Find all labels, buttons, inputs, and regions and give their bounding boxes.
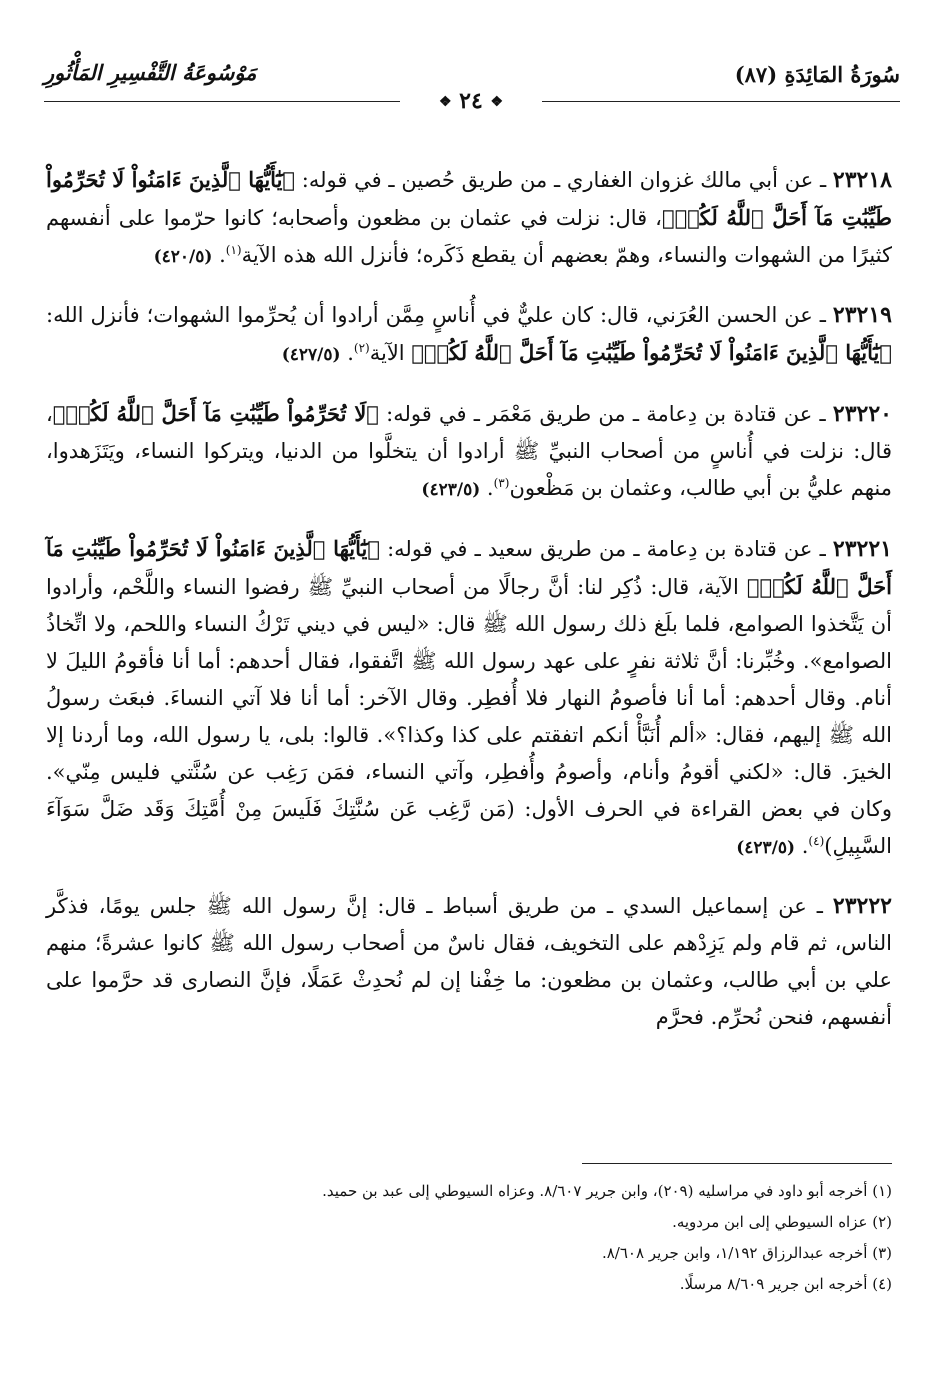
quran-verse: ﴿يَٰٓأَيُّهَا ٱلَّذِينَ ءَامَنُواْ لَا تُحَرِّمُواْ طَيِّبَٰتِ مَآ أَحَلَّ ٱللَّهُ لَكُمۡ﴾ bbox=[46, 536, 892, 599]
ornament-icon: ❖ bbox=[490, 94, 504, 110]
entry-text: ـ عن إسماعيل السدي ـ من طريق أسباط ـ قال: إنَّ رسول الله ﷺ جلس يومًا، فذكَّر الناس، ثم قام ولم يَزِدْهم على التخويف، فقال ناسٌ من أصحاب رسول الله ﷺ كانوا عشرةً؛ منهم علي بن أبي طالب، وعثمان بن مظعون: ما خِفْنا إن لم نُحدِثْ عَمَلًا، فإنَّ النصارى قد حرَّموا على أنفسهم، فنحن نُحرِّم. فحرَّم bbox=[46, 894, 892, 1029]
main-text bbox=[46, 140, 892, 1044]
page-number-box bbox=[400, 88, 542, 114]
entry-text: ـ عن الحسن العُرَني، قال: كان عليٌّ في أُناسٍ مِمَّن أرادوا أن يُحرِّموا الشهوات؛ فأنزل الله: bbox=[46, 303, 833, 327]
volume-reference: (٤٢٠/٥) bbox=[153, 247, 213, 267]
ornament-icon: ❖ bbox=[438, 94, 452, 110]
footnote-marker[interactable]: (٢) bbox=[353, 341, 370, 355]
entry-text-cont: الآية bbox=[369, 341, 412, 365]
entry-text: ـ عن قتادة بن دِعامة ـ من طريق مَعْمَر ـ في قوله: bbox=[378, 402, 833, 426]
volume-reference: (٤٢٧/٥) bbox=[281, 345, 341, 365]
book-title-header: مَوْسُوعَةُ التَّفْسِيرِ المَأْثُورِ bbox=[44, 60, 257, 85]
volume-reference: (٤٢٣/٥) bbox=[736, 838, 796, 858]
entry-text: ـ عن قتادة بن دِعامة ـ من طريق سعيد ـ في قوله: bbox=[379, 537, 833, 561]
entry-text: ـ عن أبي مالك غزوان الغفاري ـ من طريق حُصين ـ في قوله: bbox=[295, 168, 833, 192]
entry-23221: ٢٣٢٢١ ـ عن قتادة بن دِعامة ـ من طريق سعيد ـ في قوله: ﴿يَٰٓأَيُّهَا ٱلَّذِينَ ءَامَنُواْ لَا تُحَرِّمُواْ طَيِّبَٰتِ مَآ أَحَلَّ ٱللَّهُ لَكُمۡ﴾ الآية، قال: ذُكِر لنا: أنَّ رجالًا من أصحاب النبيِّ ﷺ رفضوا النساء واللَّحْم، وأرادوا أن يَتَّخذوا الصوامع، فلما بلَغ ذلك رسول الله ﷺ قال: «ليس في ديني تَرْكُ النساء واللحم، ولا اتِّخاذُ الصوامع». وخُبِّرنا: أنَّ ثلاثة نفرٍ على عهد رسول الله ﷺ اتَّفقوا، فقال أحدهم: أما أنا فأقومُ الليلَ لا أنام. وقال أحدهم: أما أنا فأصومُ النهار فلا أُفطِر. وقال الآخر: أما أنا فلا آتي النساءَ. فبعَث رسولُ الله ﷺ إليهم، فقال: «ألم أُنَبَّأْ أنكم اتفقتم على كذا وكذا؟». قالوا: بلى، يا رسول الله، وما أردنا إلا الخيرَ. قال: «لكني أقومُ وأنام، وأصومُ وأُفطِر، وآتي النساء، فمَن رَغِب عن سُنَّتي فليس مِنّي». وكان في بعض القراءة في الحرف الأول: (مَن رَّغِب عَن سُنَّتِكَ فَلَيسَ مِنْ أُمَّتِكَ وَقَد ضَلَّ سَوَآءَ السَّبِيلِ)$^{(٤)}$. (٤٢٣/٥) bbox=[46, 536, 892, 858]
entry-text-cont: الآية، قال: ذُكِر لنا: أنَّ رجالًا من أصحاب النبيِّ ﷺ رفضوا النساء واللَّحْم، وأرادوا أن يَتَّخذوا الصوامع، فلما بلَغ ذلك رسول الله ﷺ قال: «ليس في ديني تَرْكُ النساء واللحم، ولا اتِّخاذُ الصوامع». وخُبِّرنا: أنَّ ثلاثة نفرٍ على عهد رسول الله ﷺ اتَّفقوا، فقال أحدهم: أما أنا فأقومُ الليلَ لا أنام. وقال أحدهم: أما أنا فأصومُ النهار فلا أُفطِر. وقال الآخر: أما أنا فلا آتي النساءَ. فبعَث رسولُ الله ﷺ إليهم، فقال: «ألم أُنَبَّأْ أنكم اتفقتم على كذا وكذا؟». قالوا: بلى، يا رسول الله، وما أردنا إلا الخيرَ. قال: «لكني أقومُ وأنام، وأصومُ وأُفطِر، وآتي النساء، فمَن رَغِب عن سُنَّتي فليس مِنّي». وكان في بعض القراءة في الحرف الأول: (مَن رَّغِب عَن سُنَّتِكَ فَلَيسَ مِنْ أُمَّتِكَ وَقَد ضَلَّ سَوَآءَ السَّبِيلِ) bbox=[46, 575, 892, 858]
footnote-1: (١) أخرجه أبو داود في مراسليه (٢٠٩)، وابن جرير ٨/٦٠٧. وعزاه السيوطي إلى عبد بن حميد. bbox=[322, 1182, 892, 1200]
page-number: ٢٤ bbox=[459, 88, 483, 114]
entry-number: ٢٣٢١٩ bbox=[832, 302, 892, 328]
quran-verse: ﴿يَٰٓأَيُّهَا ٱلَّذِينَ ءَامَنُواْ لَا تُحَرِّمُواْ طَيِّبَٰتِ مَآ أَحَلَّ ٱللَّهُ لَكُمۡ﴾ bbox=[411, 340, 892, 365]
footnote-2: (٢) عزاه السيوطي إلى ابن مردويه. bbox=[672, 1213, 892, 1231]
footnote-marker[interactable]: (٤) bbox=[808, 834, 825, 848]
surah-header: سُورَةُ المَائِدَةِ (٨٧) bbox=[734, 62, 900, 87]
footnote-rule bbox=[582, 1163, 892, 1164]
entry-23222 bbox=[46, 888, 892, 1036]
entry-text-cont: ، قال: نزلت في أُناسٍ من أصحاب النبيِّ ﷺ أرادوا أن يتخلَّوا من الدنيا، ويتركوا النساء، ويَتَزَهدوا، منهم عليُّ بن أبي طالب، وعثمان بن مَظْعون bbox=[46, 402, 892, 500]
footnote-3: (٣) أخرجه عبدالرزاق ١/١٩٢، وابن جرير ٨/٦٠٨. bbox=[601, 1244, 892, 1262]
entry-number: ٢٣٢٢٠ bbox=[832, 401, 892, 427]
footnote-4: (٤) أخرجه ابن جرير ٨/٦٠٩ مرسلًا. bbox=[679, 1275, 892, 1293]
quran-verse: ﴿يَٰٓأَيُّهَا ٱلَّذِينَ ءَامَنُواْ لَا تُحَرِّمُواْ طَيِّبَٰتِ مَآ أَحَلَّ ٱللَّهُ لَكُمۡ﴾ bbox=[46, 167, 892, 230]
entry-number: ٢٣٢٢١ bbox=[832, 536, 892, 562]
footnote-marker[interactable]: (١) bbox=[225, 243, 242, 257]
entry-text-cont: ، قال: نزلت في عثمان بن مظعون وأصحابه؛ كانوا حرّموا على أنفسهم كثيرًا من الشهوات والنساء، وهمّ بعضهم أن يقطع ذَكَره؛ فأنزل الله هذه الآية bbox=[46, 206, 892, 267]
entry-number: ٢٣٢١٨ bbox=[832, 167, 892, 193]
quran-verse: ﴿لَا تُحَرِّمُواْ طَيِّبَٰتِ مَآ أَحَلَّ ٱللَّهُ لَكُمۡ﴾ bbox=[52, 401, 379, 426]
footnote-marker[interactable]: (٣) bbox=[493, 476, 510, 490]
volume-reference: (٤٢٣/٥) bbox=[421, 480, 481, 500]
entry-23218: ٢٣٢١٨ ـ عن أبي مالك غزوان الغفاري ـ من طريق حُصين ـ في قوله: ﴿يَٰٓأَيُّهَا ٱلَّذِينَ ءَامَنُواْ لَا تُحَرِّمُواْ طَيِّبَٰتِ مَآ أَحَلَّ ٱللَّهُ لَكُمۡ﴾، قال: نزلت في عثمان بن مظعون وأصحابه؛ كانوا حرّموا على أنفسهم كثيرًا من الشهوات والنساء، وهمّ بعضهم أن يقطع ذَكَره؛ فأنزل الله هذه الآية$^{(١)}$. (٤٢٠/٥) bbox=[46, 167, 892, 267]
entry-number: ٢٣٢٢٢ bbox=[832, 893, 892, 919]
entry-23219: ٢٣٢١٩ ـ عن الحسن العُرَني، قال: كان عليٌّ في أُناسٍ مِمَّن أرادوا أن يُحرِّموا الشهوات؛ فأنزل الله: ﴿يَٰٓأَيُّهَا ٱلَّذِينَ ءَامَنُواْ لَا تُحَرِّمُواْ طَيِّبَٰتِ مَآ أَحَلَّ ٱللَّهُ لَكُمۡ﴾ الآية$^{(٢)}$. (٤٢٧/٥) bbox=[46, 302, 892, 365]
footnotes bbox=[46, 1176, 892, 1300]
entry-23220: ٢٣٢٢٠ ـ عن قتادة بن دِعامة ـ من طريق مَعْمَر ـ في قوله: ﴿لَا تُحَرِّمُواْ طَيِّبَٰتِ مَآ أَحَلَّ ٱللَّهُ لَكُمۡ﴾، قال: نزلت في أُناسٍ من أصحاب النبيِّ ﷺ أرادوا أن يتخلَّوا من الدنيا، ويتركوا النساء، ويَتَزَهدوا، منهم عليُّ بن أبي طالب، وعثمان بن مَظْعون$^{(٣)}$. (٤٢٣/٥) bbox=[46, 401, 892, 500]
